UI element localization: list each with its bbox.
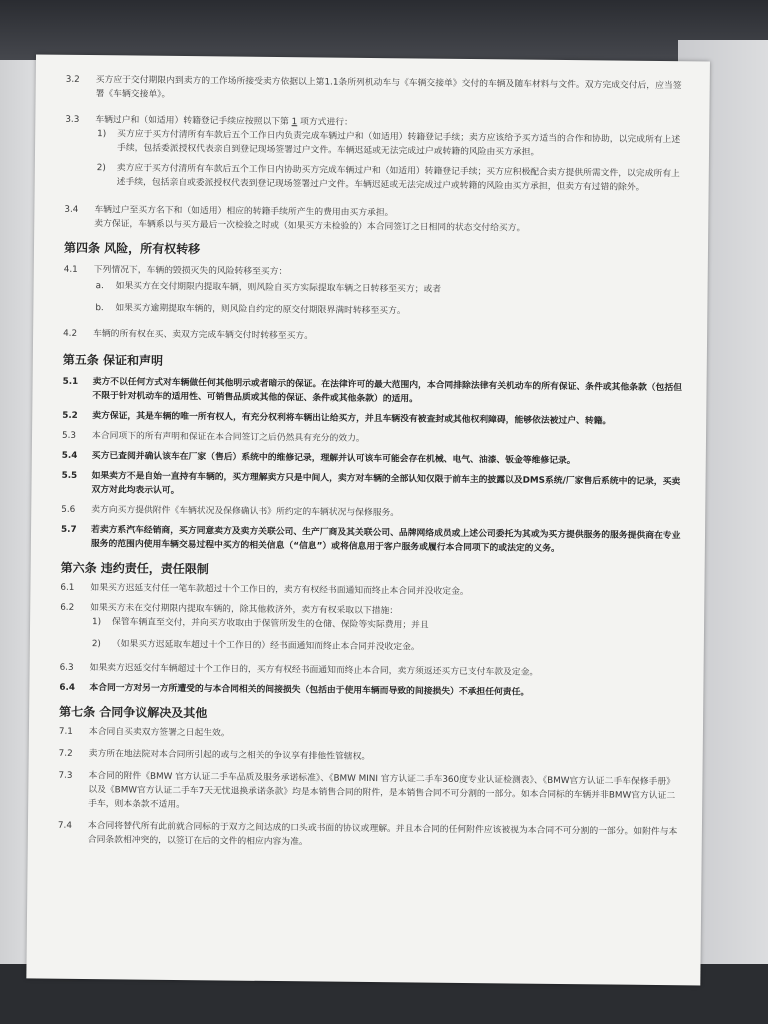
clause-number: 6.2 (60, 602, 75, 613)
clause-text: 若卖方系汽车经销商，买方同意卖方及卖方关联公司、生产厂商及其关联公司、品牌网络成员或上述公司委托为其或为买方提供服务的服务提供商在专业服务的范围内使用车辆交易过程中买方的相关信息（“信息”）或将信息用于客户服务或履行本合同项下的或法定的义务。 (90, 525, 681, 554)
item-text: 如果买方在交付期限内提取车辆，则风险自买方实际提取车辆之日转移至买方；或者 (115, 281, 442, 295)
clause-3-3-item-1 (65, 127, 685, 161)
clause-text: 本合同自买卖双方签署之日起生效。 (88, 727, 230, 739)
clause-number: 6.3 (59, 662, 74, 673)
clause-number: 5.6 (61, 504, 76, 515)
clause-7-1 (59, 725, 679, 745)
clause-text: 本合同项下的所有声明和保证在本合同签订之后仍然具有充分的效力。 (91, 431, 365, 444)
clause-text: 卖方保证，车辆系以与买方最后一次检验之时或（如果买方未检验的）本合同签订之日相同的状态交付给买方。 (94, 219, 526, 234)
clause-7-4 (58, 819, 678, 853)
clause-text: 车辆过户和（如适用）转籍登记手续应按照以下第 (95, 115, 289, 128)
clause-text: 卖方所在地法院对本合同所引起的或与之相关的争议享有排他性管辖权。 (88, 749, 371, 763)
clause-7-2 (59, 747, 679, 767)
clause-number: 6.1 (60, 582, 75, 593)
clause-number: 7.4 (57, 820, 72, 831)
clause-text: 车辆的所有权在买、卖双方完成车辆交付时转移至买方。 (93, 329, 314, 342)
clause-number: 5.7 (60, 524, 77, 535)
contract-content (56, 73, 685, 979)
clause-number: 5.2 (62, 410, 78, 421)
clause-number: 5.4 (61, 450, 78, 461)
section-heading-4: 第四条 风险，所有权转移 (63, 240, 201, 257)
clause-number: 3.3 (65, 114, 80, 125)
clause-text: 本合同的附件《BMW 官方认证二手车品质及服务承诺标准》、《BMW MINI 官方认证二手车360度专业认证检测表》、《BMW官方认证二手车保修手册》以及《BMW官方认证二手车7天无忧退换承诺条款》均是本销售合同的附件，是本销售合同不可分割的一部分。如本合同标的车辆并非BMW官方认证二手车，则本条款不适用。 (88, 771, 676, 811)
clause-number: 5.3 (61, 430, 77, 441)
clause-number: 7.1 (58, 726, 73, 737)
clause-5-6 (61, 503, 681, 523)
section-heading-5: 第五条 保证和声明 (62, 352, 164, 368)
selected-option: 1 (291, 117, 298, 128)
clause-text: 项方式进行： (300, 117, 353, 128)
clause-text: 本合同将替代所有此前就合同标的于双方之间达成的口头或书面的协议或理解。并且本合同的任何附件应该被视为本合同不可分割的一部分。如附件与本合同条款相冲突的，以签订在后的文件的相应内容为准。 (87, 821, 678, 848)
clause-number: 4.2 (63, 328, 78, 339)
item-text: （如果买方迟延取车超过十个工作日的）经书面通知而终止本合同并没收定金。 (111, 639, 420, 653)
item-number: 2) (96, 163, 106, 174)
section-heading-6: 第六条 违约责任，责任限制 (60, 560, 209, 577)
clause-text: 卖方向买方提供附件《车辆状况及保修确认书》所约定的车辆状况与保修服务。 (91, 505, 400, 519)
clause-7-3 (58, 769, 678, 817)
clause-5-2 (62, 409, 682, 429)
clause-text: 下列情况下，车辆的毁损灭失的风险转移至买方： (93, 265, 288, 278)
clause-text: 车辆过户至买方名下和（如适用）相应的转籍手续所产生的费用由买方承担。 (94, 205, 394, 219)
clause-text: 如果卖方迟延交付车辆超过十个工作日的，买方有权经书面通知而终止本合同，卖方须返还买方已支付车款及定金。 (89, 663, 539, 678)
clause-5-4 (62, 449, 682, 469)
clause-6-2-item-2 (60, 637, 680, 657)
clause-number: 6.4 (59, 682, 76, 693)
clause-5-1 (62, 375, 682, 409)
clause-text: 本合同一方对另一方所遭受的与本合同相关的间接损失（包括由于使用车辆而导致的间接损失）不承担任何责任。 (89, 683, 530, 698)
clause-3-3-item-2 (65, 161, 685, 195)
clause-text: 卖方不以任何方式对车辆做任何其他明示或者暗示的保证。在法律许可的最大范围内，本合同排除法律有关机动车的所有保证、条件或其他条款（包括但不限于针对机动车的适用性、可销售品质或其他的保证、条件或其他条款）的适用。 (92, 377, 683, 405)
item-number: 1) (97, 129, 107, 140)
clause-text: 卖方保证，其是车辆的唯一所有权人，有充分权利将车辆出让给买方，并且车辆没有被查封或其他权利障碍，能够依法被过户、转籍。 (92, 411, 612, 427)
clause-text: 买方应于交付期限内到卖方的工作场所接受卖方依据以上第1.1条所列机动车与《车辆交接单》交付的车辆及随车材料与文件。双方完成交付后，应当签署《车辆交接单》。 (95, 75, 682, 100)
clause-4-2 (63, 327, 683, 347)
clause-number: 5.5 (61, 470, 78, 481)
clause-text: 如果买方迟延支付任一笔车款超过十个工作日的，卖方有权经书面通知而终止本合同并没收定金。 (90, 583, 469, 598)
item-number: 1) (92, 617, 102, 628)
item-number: 2) (91, 639, 101, 650)
item-text: 买方应于买方付清所有车款后五个工作日内负责完成车辆过户和（如适用）转籍登记手续；卖方应该给予买方适当的合作和协助，以完成所有上述手续，包括委派授权代表亲自到登记现场签署过户文件。车辆迟延或无法完成过户或转籍的风险由买方承担。 (116, 129, 681, 158)
clause-text: 如果卖方不是自始一直持有车辆的，买方理解卖方只是中间人，卖方对车辆的全部认知仅限于前车主的披露以及DMS系统/厂家售后系统中的记录，买卖双方对此均表示认可。 (91, 471, 681, 496)
clause-number: 3.2 (65, 74, 80, 85)
clause-3-2 (66, 73, 686, 107)
clause-number: 7.2 (58, 748, 73, 759)
clause-5-7 (61, 523, 681, 557)
clause-6-1 (60, 581, 680, 601)
section-heading-7: 第七条 合同争议解决及其他 (59, 704, 208, 721)
clause-5-5 (61, 469, 681, 503)
item-number: b. (95, 303, 104, 314)
clause-number: 7.3 (58, 770, 73, 781)
clause-number: 4.1 (63, 264, 78, 275)
item-number: a. (95, 281, 104, 292)
clause-6-4 (59, 681, 679, 701)
clause-number: 3.4 (64, 204, 79, 215)
clause-5-3 (62, 429, 682, 449)
clause-text: 买方已查阅并确认该车在厂家（售后）系统中的维修记录，理解并认可该车可能会存在机械、电气、油漆、钣金等维修记录。 (91, 451, 576, 467)
clause-4-1-item-b (63, 301, 683, 321)
item-text: 卖方应于买方付清所有车款后五个工作日内协助买方完成车辆过户和（如适用）转籍登记手续；买方应积极配合卖方提供所需文件，以完成所有上述手续，包括亲自或委派授权代表到登记现场签署过户文件。车辆迟延或无法完成过户或转籍的风险由买方承担，但卖方有过错的除外。 (116, 163, 680, 193)
clause-number: 5.1 (62, 376, 79, 387)
clause-text: 如果买方未在交付期限内提取车辆的，除其他救济外，卖方有权采取以下措施： (90, 603, 399, 617)
item-text: 保管车辆直至交付，并向买方收取由于保管所发生的仓储、保险等实际费用；并且 (112, 617, 429, 631)
contract-page (26, 54, 710, 985)
item-text: 如果买方逾期提取车辆的，则风险自约定的原交付期限界满时转移至买方。 (115, 303, 406, 317)
clause-6-3 (60, 661, 680, 681)
